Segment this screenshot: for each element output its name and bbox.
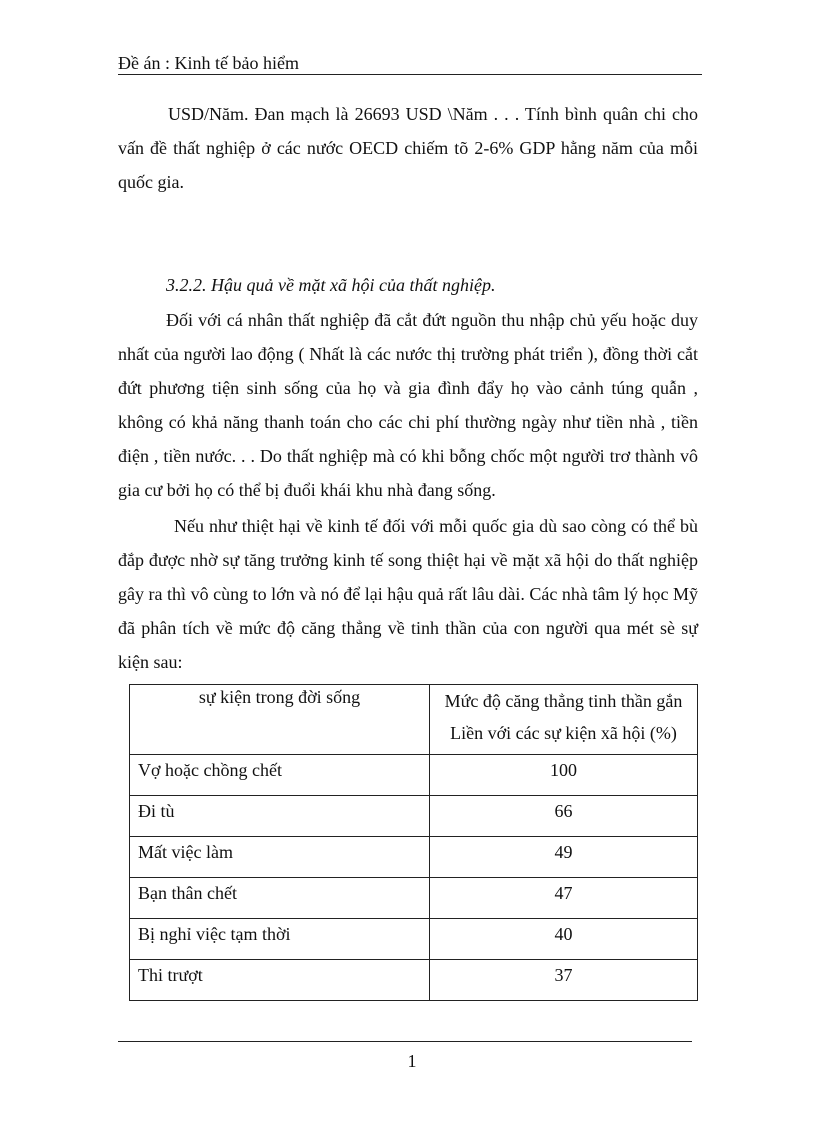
table-cell-event: Bị nghỉ việc tạm thời <box>130 919 430 960</box>
table-row <box>130 837 698 878</box>
table-cell-value: 66 <box>430 796 698 837</box>
table-cell-value: 49 <box>430 837 698 878</box>
stress-table <box>129 684 698 1001</box>
table-header-row <box>130 685 698 755</box>
table-header-stress-level: Mức độ căng thẳng tinh thần gắn Liền với các sự kiện xã hội (%) <box>430 685 698 755</box>
paragraph-1: USD/Năm. Đan mạch là 26693 USD \Năm . . . Tính bình quân chi cho vấn đề thất nghiệp ở các nước OECD chiếm tõ 2-6% GDP hằng năm của mỗi quốc gia. <box>118 104 698 192</box>
table-cell-event: Bạn thân chết <box>130 878 430 919</box>
table-row <box>130 755 698 796</box>
table-cell-event: Vợ hoặc chồng chết <box>130 755 430 796</box>
table-row <box>130 960 698 1001</box>
paragraph-2: Đối với cá nhân thất nghiệp đã cắt đứt nguồn thu nhập chủ yếu hoặc duy nhất của người lao động ( Nhất là các nước thị trường phát triển ), đồng thời cắt đứt phương tiện sinh sống của họ và gia đình đẩy họ vào cảnh túng quẫn , không có khả năng thanh toán cho các chi phí thường ngày như tiền nhà , tiền điện , tiền nước. . . Do thất nghiệp mà có khi bỗng chốc một người trơ thành vô gia cư bởi họ có thể bị đuổi khái khu nhà đang sống. <box>118 310 698 500</box>
paragraph-3: Nếu như thiệt hại về kinh tế đối với mỗi quốc gia dù sao còng có thể bù đắp được nhờ sự tăng trưởng kinh tế song thiệt hại về mặt xã hội do thất nghiệp gây ra thì vô cùng to lớn và nó để lại hậu quả rất lâu dài. Các nhà tâm lý học Mỹ đã phân tích về mức độ căng thẳng về tinh thần của con người qua mét sè sự kiện sau: <box>118 516 698 672</box>
table-cell-event: Thi trượt <box>130 960 430 1001</box>
table-row <box>130 878 698 919</box>
page-number: 1 <box>407 1051 417 1071</box>
section-heading: 3.2.2. Hậu quả về mặt xã hội của thất nghiệp. <box>166 275 496 295</box>
table-cell-value: 40 <box>430 919 698 960</box>
table-cell-event: Đi tù <box>130 796 430 837</box>
table-row <box>130 796 698 837</box>
table-row <box>130 919 698 960</box>
table-header-event: sự kiện trong đời sống <box>130 685 430 755</box>
table-cell-value: 37 <box>430 960 698 1001</box>
footer-divider <box>118 1041 692 1042</box>
table-cell-event: Mất việc làm <box>130 837 430 878</box>
page-header: Đề án : Kinh tế bảo hiểm <box>118 52 702 75</box>
table-cell-value: 100 <box>430 755 698 796</box>
table-cell-value: 47 <box>430 878 698 919</box>
